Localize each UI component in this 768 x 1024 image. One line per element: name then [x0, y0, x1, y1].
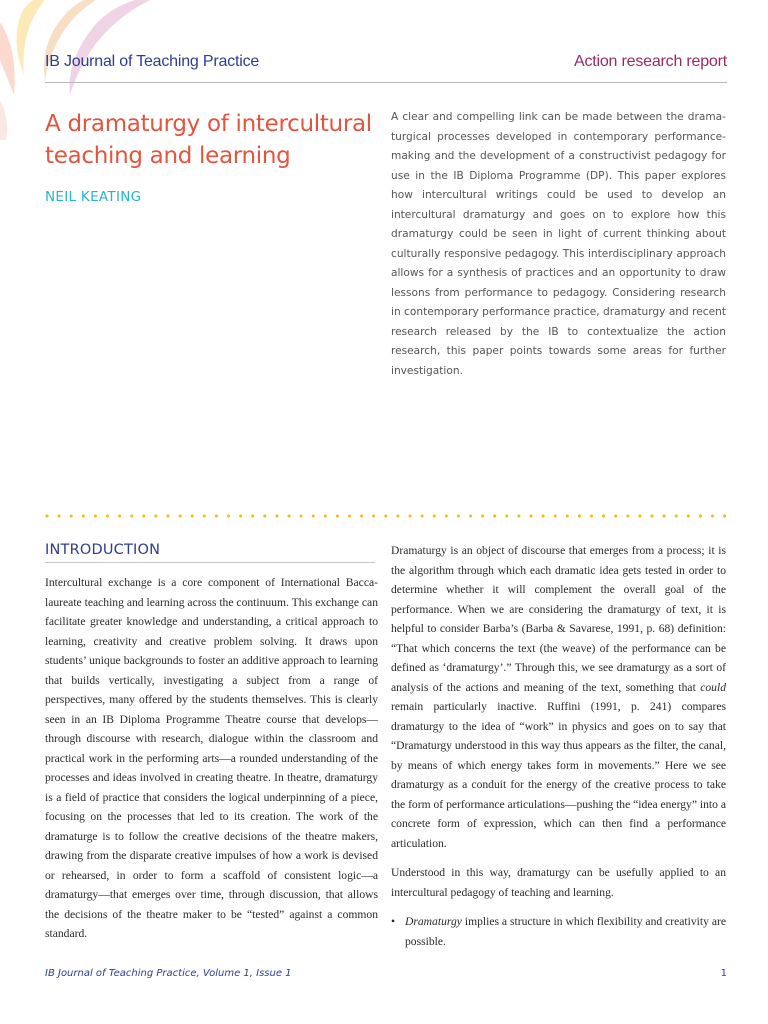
introduction-heading: INTRODUCTION — [45, 542, 161, 558]
bullet-rest: implies a structure in which flexibility and creativity are possible. — [405, 915, 726, 948]
dramaturgy-paragraph-part-2: remain particularly inactive. Ruffini (1991, p. 241) compares dramaturgy to the idea of “work” in physics and goes on to say that “Dramaturgy understood in this way thus appears as the filter, the canal, by means of which energy takes form in movements.” Here we see dramaturgy as a conduit for the energy of the creative process to take the form of performance articulations—pushing the “idea energy” into a concrete form of expression, which can then find a performance articulation. — [391, 700, 726, 850]
dramaturgy-paragraph-part-1: Dramaturgy is an object of discourse that emerges from a process; it is the algorithm through which each dramatic idea gets tested in order to determine whether it will complement the overall goal of the performance. When we are considering the dramaturgy of text, it is helpful to consider Barba’s (Barba & Savarese, 1991, p. 68) definition: “That which concerns the text (the weave) of the performance can be defined as ‘dramaturgy’.” Through this, we see dramaturgy as a sort of analysis of the actions and meaning of the text, something that — [391, 544, 726, 694]
article-author: NEIL KEATING — [45, 189, 142, 205]
footer-citation: IB Journal of Teaching Practice, Volume 1, Issue 1 — [45, 968, 292, 979]
dotted-divider — [45, 512, 727, 520]
dramaturgy-paragraph — [391, 541, 726, 853]
article-title: A dramaturgy of intercultural teaching and learning — [45, 111, 372, 169]
bullet-marker: • — [391, 915, 396, 928]
introduction-paragraph: Intercultural exchange is a core component of International Baccalaureate teaching and learning across the continuum. This exchange can facilitate greater knowledge and understanding, a critical approach to learning, creativity and creative problem solving. It draws upon students’ unique backgrounds to foster an additive approach to learning that builds vertically, investigating a subject from a range of perspectives, many offered by the students themselves. This is clearly seen in an IB Diploma Programme Theatre course that develops—through discourse with research, dialogue within the classroom and practical work in the performing arts—a rounded understanding of the processes and ideas involved in creating theatre. In theatre, dramaturgy is a field of practice that considers the logical underpinning of a piece, focusing on the processes that led to its creation. The work of the dramaturge is to follow the creative decisions of the theatre makers, drawing from the disparate creative impulses of how a work is devised or rehearsed, in order to form a scaffold of consistent logic—a dramaturgy—that emerges over time, through discussion, that allows the decisions of the theatre maker to be “tested” against a common standard. — [45, 576, 378, 940]
header-rule — [45, 82, 727, 83]
bullet-term: Dramaturgy — [405, 915, 462, 928]
journal-name: IB Journal of Teaching Practice — [45, 53, 260, 70]
page-number: 1 — [720, 968, 727, 979]
emphasis-could: could — [700, 680, 726, 694]
section-label: Action research report — [573, 53, 727, 70]
bullet-text — [405, 912, 726, 951]
introduction-heading-rule — [45, 562, 375, 563]
introduction-column — [45, 573, 378, 954]
right-body-column — [391, 541, 726, 951]
bullet-item — [391, 912, 726, 951]
article-abstract: A clear and compelling link can be made between the dramaturgical processes developed in contemporary performance-making and the development of a constructivist pedagogy for use in the IB Diploma Programme (DP). This paper explores how intercultural writings could be used to develop an intercultural dramaturgy and goes on to explore how this dramaturgy could be seen in light of current thinking about culturally responsive pedagogy. This interdisciplinary approach allows for a synthesis of practices and an opportunity to draw lessons from performance to pedagogy. Considering research in contemporary performance practice, dramaturgy and recent research released by the IB to contextualize the action research, this paper points towards some areas for further investigation. — [391, 111, 726, 377]
understood-paragraph: Understood in this way, dramaturgy can be usefully applied to an intercultural pedagogy of teaching and learning. — [391, 866, 726, 899]
